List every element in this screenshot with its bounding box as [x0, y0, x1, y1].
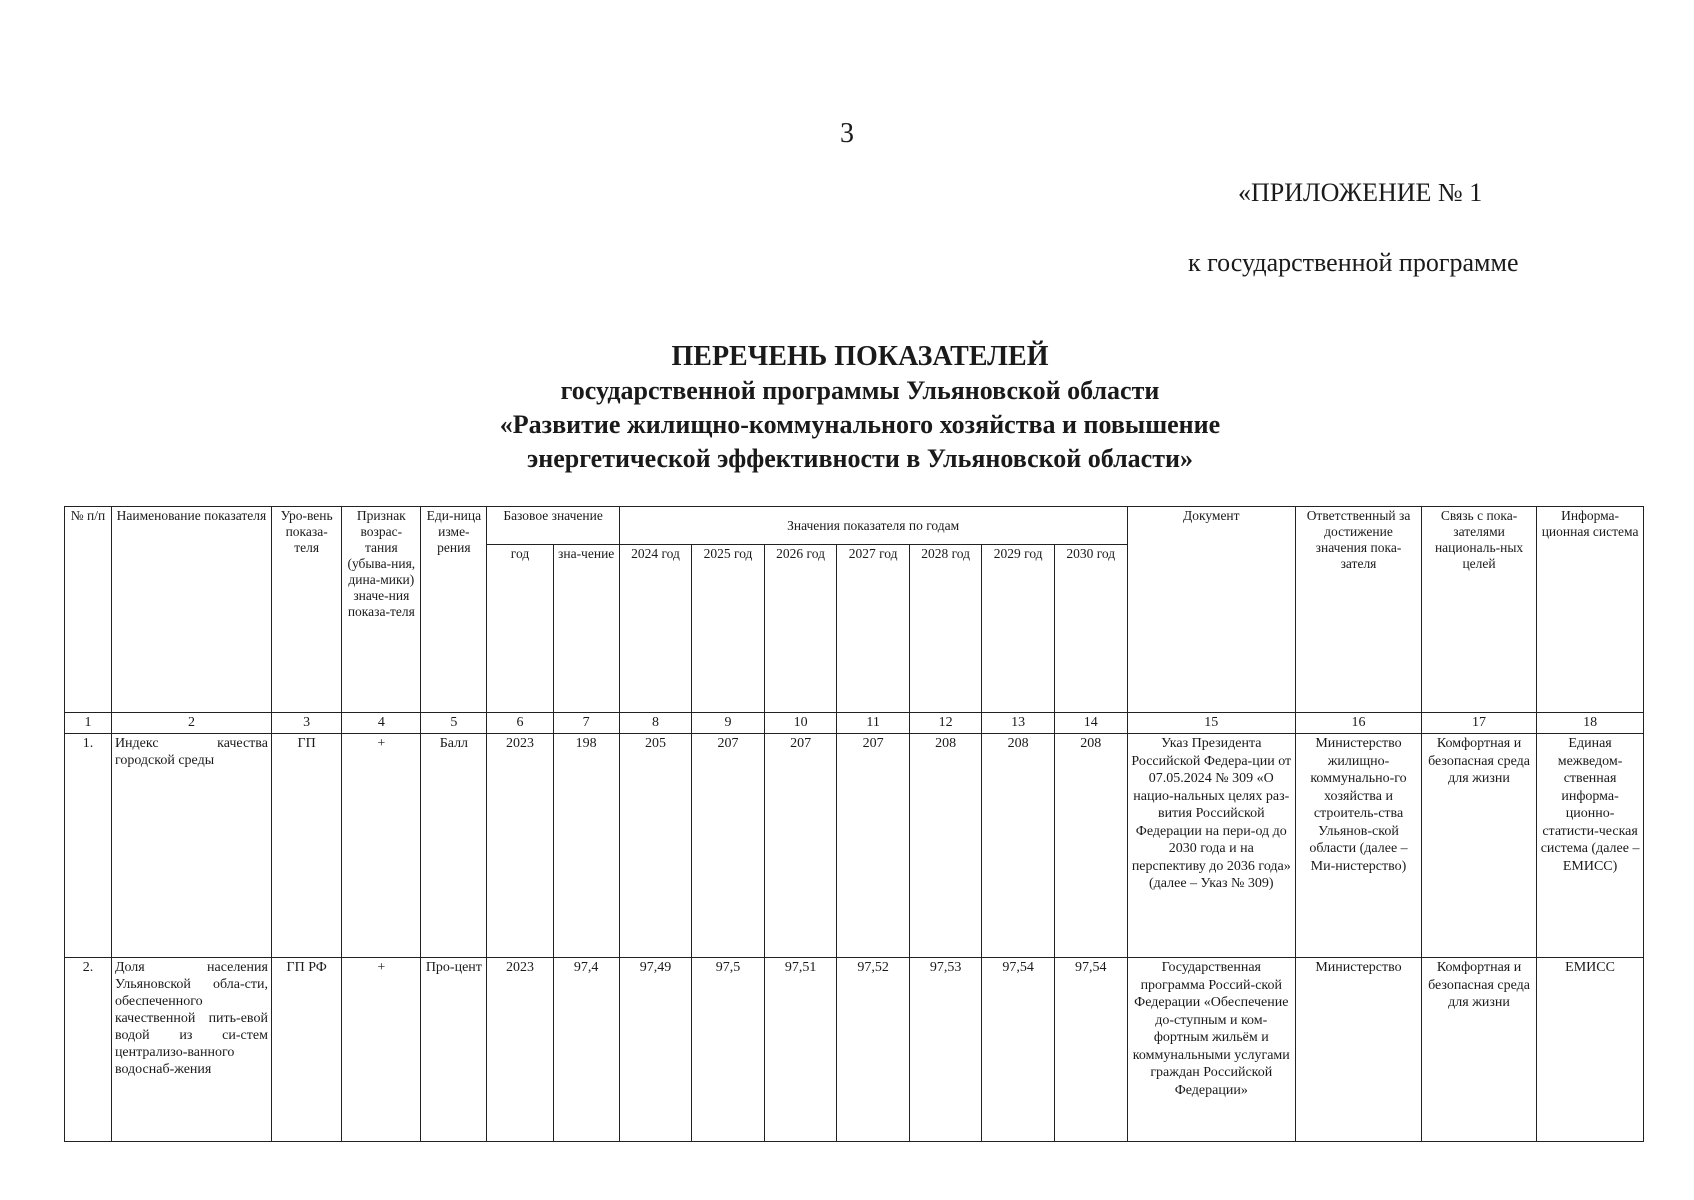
row-link: Комфортная и безопасная среда для жизни [1421, 958, 1536, 1142]
header-years-group: Значения показателя по годам [619, 507, 1127, 545]
header-year-2027: 2027 год [837, 545, 910, 713]
column-number: 17 [1421, 713, 1536, 734]
column-number: 13 [982, 713, 1055, 734]
header-unit: Еди-ница изме-рения [421, 507, 487, 713]
column-number: 16 [1296, 713, 1422, 734]
row-value-2025: 207 [692, 734, 765, 958]
header-name: Наименование показателя [111, 507, 271, 713]
row-base-year: 2023 [487, 958, 553, 1142]
header-link: Связь с пока-зателями националь-ных целей [1421, 507, 1536, 713]
row-num: 2. [65, 958, 112, 1142]
column-number: 15 [1127, 713, 1296, 734]
header-base-year: год [487, 545, 553, 713]
row-base-year: 2023 [487, 734, 553, 958]
row-level: ГП [271, 734, 341, 958]
header-base: Базовое значение [487, 507, 619, 545]
row-base-value: 198 [553, 734, 619, 958]
row-name: Доля населения Ульяновской обла-сти, обеспеченного качественной пить-евой водой из си-стем централизо-ванного водоснаб-жения [111, 958, 271, 1142]
row-base-value: 97,4 [553, 958, 619, 1142]
title-line-3: «Развитие жилищно-коммунального хозяйства и повышение [499, 410, 1221, 439]
row-value-2028: 208 [909, 734, 982, 958]
header-info-system: Информа-ционная система [1537, 507, 1644, 713]
column-number: 11 [837, 713, 910, 734]
column-number: 12 [909, 713, 982, 734]
appendix-title: «ПРИЛОЖЕНИЕ № 1 [1238, 178, 1483, 207]
row-name: Индекс качества городской среды [111, 734, 271, 958]
row-info-system: ЕМИСС [1537, 958, 1644, 1142]
column-number: 10 [764, 713, 837, 734]
header-responsible: Ответственный за достижение значения пока-зателя [1296, 507, 1422, 713]
table-row [65, 734, 1644, 958]
header-year-2024: 2024 год [619, 545, 692, 713]
row-document: Государственная программа Россий-ской Федерации «Обеспечение до-ступным и ком-фортным жильём и коммунальными услугами граждан Российской Федерации» [1127, 958, 1296, 1142]
header-year-2026: 2026 год [764, 545, 837, 713]
row-level: ГП РФ [271, 958, 341, 1142]
row-unit: Балл [421, 734, 487, 958]
row-value-2030: 208 [1054, 734, 1127, 958]
row-value-2026: 207 [764, 734, 837, 958]
column-number: 14 [1054, 713, 1127, 734]
header-level: Уро-вень показа-теля [271, 507, 341, 713]
row-unit: Про-цент [421, 958, 487, 1142]
column-number: 6 [487, 713, 553, 734]
header-base-value: зна-чение [553, 545, 619, 713]
header-year-2029: 2029 год [982, 545, 1055, 713]
row-num: 1. [65, 734, 112, 958]
header-num: № п/п [65, 507, 112, 713]
appendix-subtitle: к государственной программе [1188, 248, 1519, 277]
row-info-system: Единая межведом-ственная информа-ционно-статисти-ческая система (далее – ЕМИСС) [1537, 734, 1644, 958]
title-line-1: ПЕРЕЧЕНЬ ПОКАЗАТЕЛЕЙ [671, 341, 1049, 372]
row-link: Комфортная и безопасная среда для жизни [1421, 734, 1536, 958]
column-number: 8 [619, 713, 692, 734]
column-number: 2 [111, 713, 271, 734]
table-row [65, 958, 1644, 1142]
row-value-2028: 97,53 [909, 958, 982, 1142]
row-trend: + [342, 958, 421, 1142]
row-value-2024: 205 [619, 734, 692, 958]
row-value-2027: 207 [837, 734, 910, 958]
header-year-2030: 2030 год [1054, 545, 1127, 713]
row-value-2029: 97,54 [982, 958, 1055, 1142]
row-value-2026: 97,51 [764, 958, 837, 1142]
page-number: 3 [840, 118, 854, 149]
indicators-table [64, 506, 1644, 1142]
column-number: 1 [65, 713, 112, 734]
title-line-2: государственной программы Ульяновской области [560, 376, 1160, 405]
title-line-4: энергетической эффективности в Ульяновской области» [527, 444, 1193, 473]
column-number-row [65, 713, 1644, 734]
column-number: 18 [1537, 713, 1644, 734]
column-number: 9 [692, 713, 765, 734]
row-value-2024: 97,49 [619, 958, 692, 1142]
row-value-2025: 97,5 [692, 958, 765, 1142]
header-year-2028: 2028 год [909, 545, 982, 713]
header-trend: Признак возрас-тания (убыва-ния, дина-мики) значе-ния показа-теля [342, 507, 421, 713]
column-number: 5 [421, 713, 487, 734]
row-document: Указ Президента Российской Федера-ции от 07.05.2024 № 309 «О нацио-нальных целях раз-вития Российской Федерации на пери-од до 2030 года и на перспективу до 2036 года» (далее – Указ № 309) [1127, 734, 1296, 958]
row-value-2027: 97,52 [837, 958, 910, 1142]
column-number: 4 [342, 713, 421, 734]
column-number: 7 [553, 713, 619, 734]
header-document: Документ [1127, 507, 1296, 713]
row-value-2029: 208 [982, 734, 1055, 958]
row-trend: + [342, 734, 421, 958]
document-title [440, 340, 1280, 476]
column-number: 3 [271, 713, 341, 734]
header-year-2025: 2025 год [692, 545, 765, 713]
row-value-2030: 97,54 [1054, 958, 1127, 1142]
row-responsible: Министерство жилищно-коммунально-го хозяйства и строитель-ства Ульянов-ской области (далее – Ми-нистерство) [1296, 734, 1422, 958]
row-responsible: Министерство [1296, 958, 1422, 1142]
